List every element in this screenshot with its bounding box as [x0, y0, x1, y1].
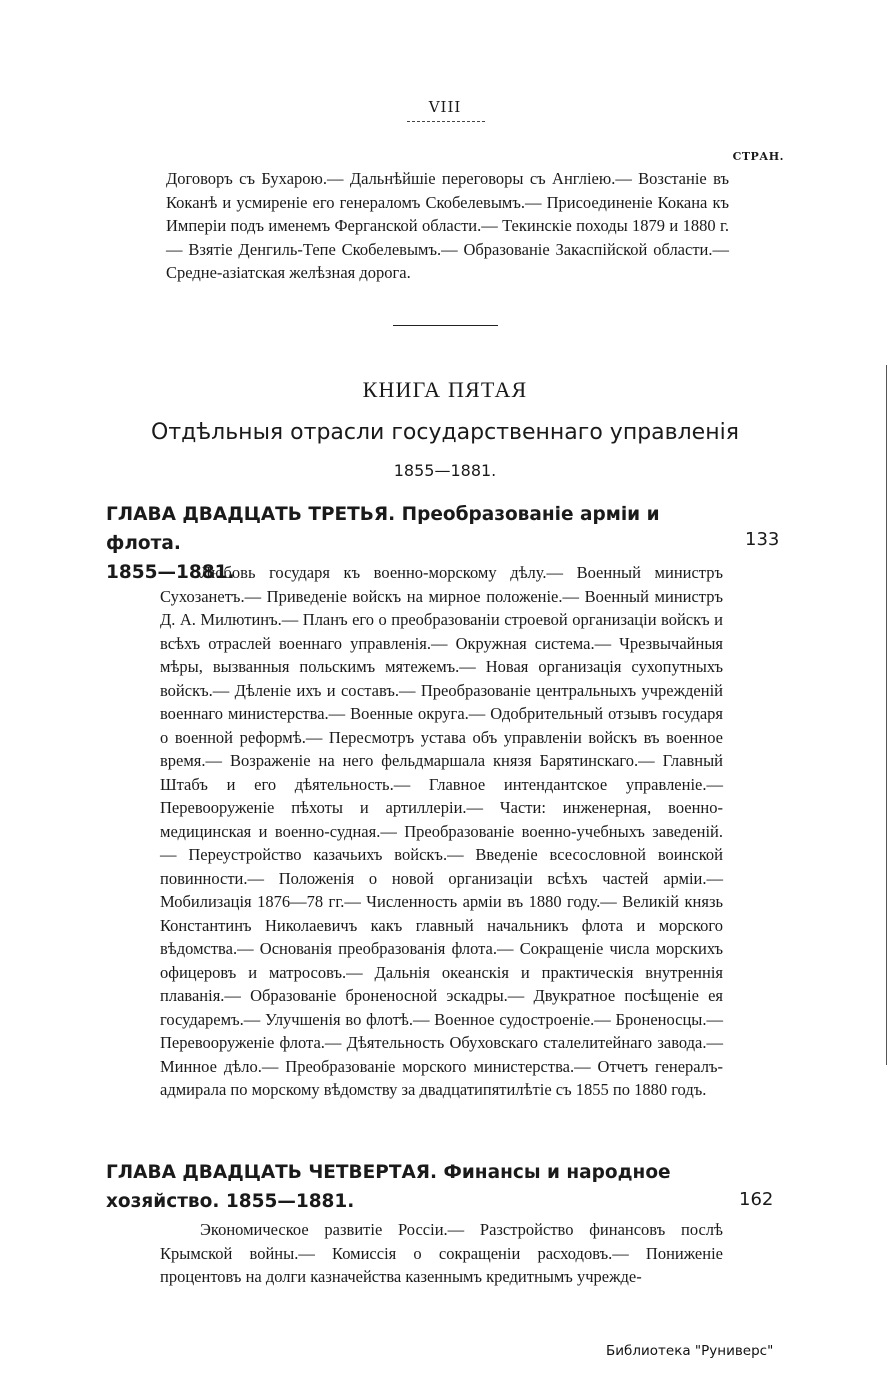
- chapter-23-page-number: 133: [745, 529, 780, 550]
- top-paragraph: Договоръ съ Бухарою.— Дальнѣйшіе переговоры съ Англіею.— Возстаніе въ Коканѣ и усмиреніе его генераломъ Скобелевымъ.— Присоединеніе Кокана къ Имперіи подъ именемъ Ферганской области.— Текинскіе походы 1879 и 1880 г.— Взятіе Денгиль-Тепе Скобелевымъ.— Образованіе Закаспійской области.— Средне-азіатская желѣзная дорога.: [166, 169, 729, 282]
- chapter-23-summary: Любовь государя къ военно-морскому дѣлу.— Военный министръ Сухозанетъ.— Приведеніе войскъ на мирное положеніе.— Военный министръ Д. А. Милютинъ.— Планъ его о преобразованіи строевой организаціи войскъ и всѣхъ отраслей военнаго управленія.— Окружная система.— Чрезвычайныя мѣры, вызванныя польскимъ мятежемъ.— Новая организація сухопутныхъ войскъ.— Дѣленіе ихъ и составъ.— Преобразованіе центральныхъ учрежденій военнаго министерства.— Военные округа.— Одобрительный отзывъ государя о военной реформѣ.— Пересмотръ устава объ управленіи войскъ въ военное время.— Возраженіе на него фельдмаршала князя Барятинскаго.— Главный Штабъ и его дѣятельность.— Главное интендантское управленіе.— Перевооруженіе пѣхоты и артиллеріи.— Части: инженерная, военно-медицинская и военно-судная.— Преобразованіе военно-учебныхъ заведеній.— Переустройство казачьихъ войскъ.— Введеніе всесословной воинской повинности.— Положенія о новой организаціи всѣхъ частей арміи.— Мобилизація 1876—78 гг.— Численность арміи въ 1880 году.— Великій князь Константинъ Николаевичъ какъ главный начальникъ флота и морского вѣдомства.— Основанія преобразованія флота.— Сокращеніе числа морскихъ офицеровъ и матросовъ.— Дальнія океанскія и практическія внутреннія плаванія.— Образованіе броненосной эскадры.— Двукратное посѣщеніе ея государемъ.— Улучшенія во флотѣ.— Военное судостроеніе.— Броненосцы.— Перевооруженіе флота.— Дѣятельность Обуховскаго сталелитейнаго завода.— Минное дѣло.— Преобразованіе морского министерства.— Отчетъ генералъ-адмирала по морскому вѣдомству за двадцатипятилѣтіе съ 1855 по 1880 годъ.: [160, 563, 723, 1099]
- page-column-label: СТРАН.: [732, 150, 784, 163]
- page-edge-line: [886, 365, 887, 1065]
- chapter-24-page-number: 162: [739, 1189, 774, 1210]
- chapter-24-years: 1855—1881.: [225, 1191, 355, 1212]
- book-years: 1855—1881.: [393, 461, 497, 480]
- book-subtitle: Отдѣльныя отрасли государственнаго управленія: [151, 420, 739, 445]
- chapter-24-summary: Экономическое развитіе Россіи.— Разстройство финансовъ послѣ Крымской войны.— Комиссія о сокращеніи расходовъ.— Пониженіе процентовъ на долги казначейства казеннымъ кредитнымъ учрежде-: [160, 1220, 723, 1286]
- library-watermark: Библиотека "Руниверс": [606, 1343, 774, 1359]
- page-number-rule: [407, 121, 485, 122]
- chapter-24-heading: [106, 1158, 736, 1216]
- section-divider: [393, 325, 498, 326]
- chapter-23-years: 1855—1881.: [106, 562, 235, 583]
- book-title: КНИГА ПЯТАЯ: [362, 377, 528, 402]
- chapter-23-title: ГЛАВА ДВАДЦАТЬ ТРЕТЬЯ. Преобразованіе арміи и флота.: [106, 504, 660, 554]
- page-number: VIII: [428, 98, 462, 116]
- chapter-24-title: ГЛАВА ДВАДЦАТЬ ЧЕТВЕРТАЯ. Финансы и народное хозяйство.: [106, 1162, 671, 1212]
